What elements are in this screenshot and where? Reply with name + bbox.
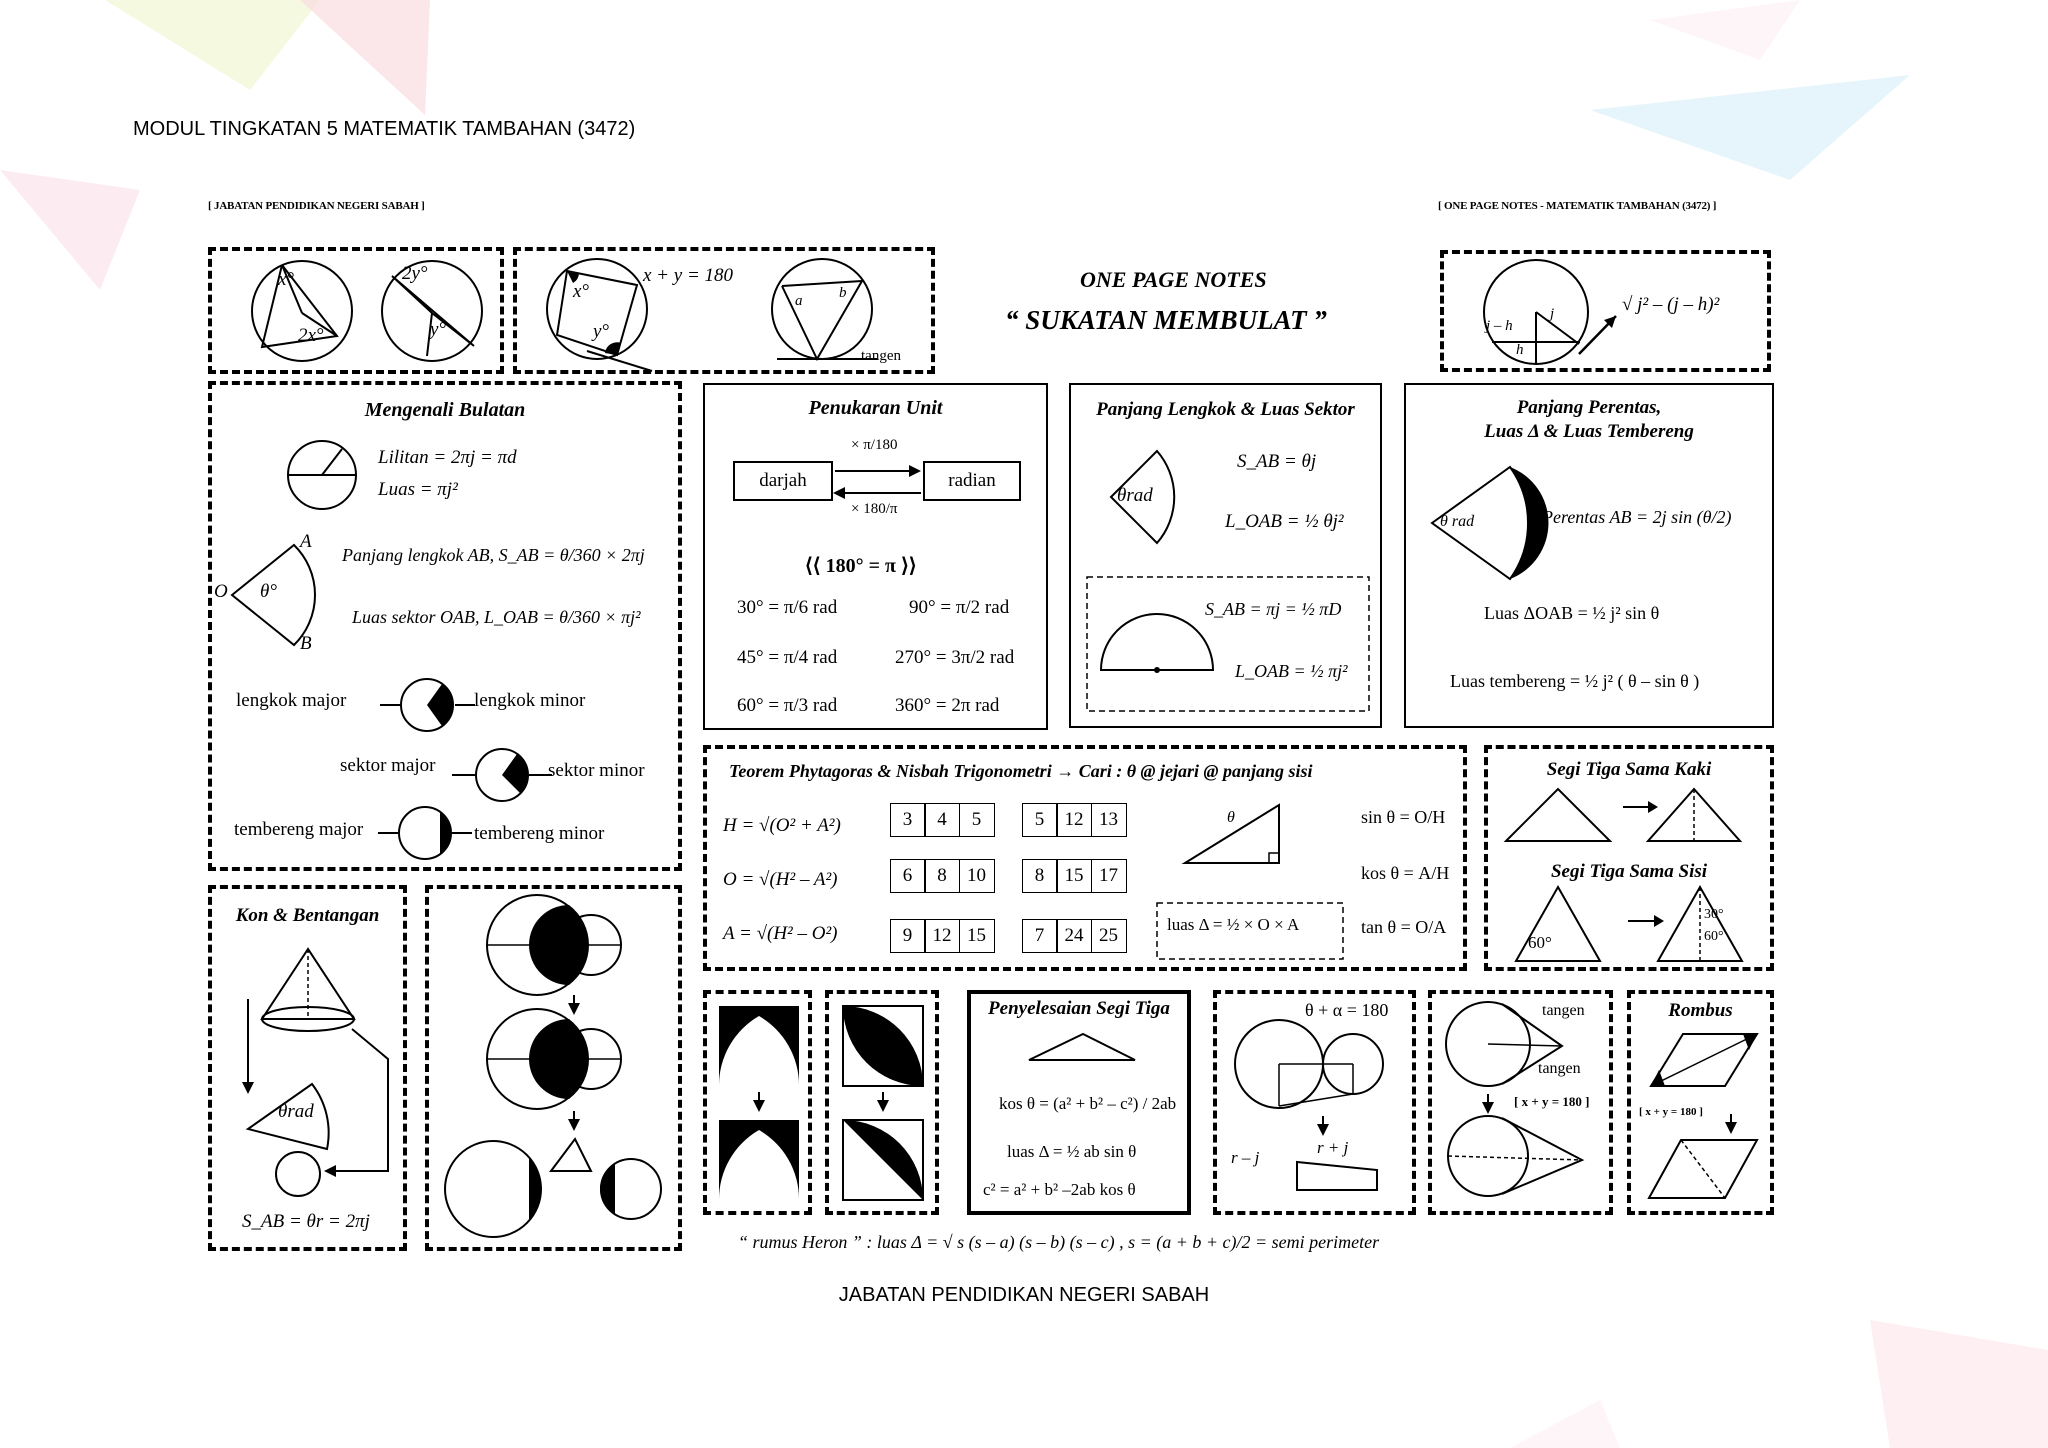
luas-tri-half: luas Δ = ½ × O × A bbox=[1167, 915, 1300, 934]
sheet-title-1: ONE PAGE NOTES bbox=[1080, 267, 1267, 292]
chord-pythag-box bbox=[1440, 250, 1771, 372]
kon-diagram bbox=[212, 889, 411, 1249]
sheet-title-2: “ SUKATAN MEMBULAT ” bbox=[1005, 305, 1327, 335]
B-label: B bbox=[300, 633, 312, 654]
penyelesaian-title: Penyelesaian Segi Tiga bbox=[988, 998, 1170, 1019]
perentas-theta-rad: θ rad bbox=[1440, 513, 1475, 530]
triple-9-12-15: 9 12 15 bbox=[891, 919, 995, 953]
tembereng-minor-label: tembereng minor bbox=[474, 823, 605, 844]
cq-x-label: x° bbox=[573, 281, 590, 302]
O-label: O bbox=[214, 581, 228, 602]
deg-60-label: 60° bbox=[1528, 933, 1552, 952]
square-segment-box-1 bbox=[703, 990, 812, 1215]
tangen-label-1: tangen bbox=[1542, 1002, 1585, 1019]
conversion-row-3a: 60° = π/3 rad bbox=[737, 695, 838, 716]
triple-6-8-10: 6 8 10 bbox=[891, 859, 995, 893]
two-y-deg-label: 2y° bbox=[402, 263, 428, 284]
darjah-box: darjah bbox=[733, 461, 833, 501]
square-segment-diagram-1 bbox=[707, 994, 812, 1214]
pc-j-label: j bbox=[1550, 306, 1555, 322]
tangen-label-2: tangen bbox=[1538, 1060, 1581, 1077]
tangent-circles-diagram bbox=[1217, 994, 1417, 1214]
penukaran-unit-box bbox=[703, 383, 1048, 730]
sama-sisi-title: Segi Tiga Sama Sisi bbox=[1550, 861, 1708, 882]
sektor-minor-label: sektor minor bbox=[548, 760, 645, 781]
document-header: MODUL TINGKATAN 5 MATEMATIK TAMBAHAN (3472) bbox=[133, 118, 636, 140]
perentas-title-1: Panjang Perentas, bbox=[1516, 397, 1662, 418]
heron-formula: “ rumus Heron ” : luas Δ = √ s (s – a) (s – b) (s – c) , s = (a + b + c)/2 = semi perimeter bbox=[738, 1232, 1380, 1252]
lengkok-major-label: lengkok major bbox=[236, 690, 347, 711]
triple-8-15-17: 8 15 17 bbox=[1023, 859, 1127, 893]
rombus-diagram bbox=[1631, 994, 1776, 1214]
perentas-box bbox=[1404, 383, 1774, 728]
perentas-formula: Perentas AB = 2j sin (θ/2) bbox=[1542, 507, 1732, 527]
kon-formula: S_AB = θr = 2πj bbox=[242, 1211, 370, 1232]
mengenali-title: Mengenali Bulatan bbox=[364, 399, 526, 421]
cosine-rule: c² = a² + b² –2ab kos θ bbox=[983, 1180, 1136, 1199]
perentas-title-2: Luas Δ & Luas Tembereng bbox=[1484, 421, 1694, 442]
pythagoras-title: Teorem Phytagoras & Nisbah Trigonometri → Cari : θ @ jejari @ panjang sisi bbox=[729, 761, 1313, 781]
kos-ratio: kos θ = A/H bbox=[1361, 863, 1450, 883]
conversion-key: ⟨⟨ 180° = π ⟩⟩ bbox=[805, 555, 917, 577]
sheet-tag-left: [ JABATAN PENDIDIKAN NEGERI SABAH ] bbox=[208, 200, 425, 212]
cq-y-label: y° bbox=[593, 321, 610, 342]
overlap-circles-diagram bbox=[429, 889, 686, 1255]
kos-rule: kos θ = (a² + b² – c²) / 2ab bbox=[999, 1094, 1177, 1113]
tangent-circles-box bbox=[1213, 990, 1416, 1215]
theta-deg-label: θ° bbox=[260, 581, 277, 602]
ls-l-formula: L_OAB = ½ θj² bbox=[1225, 511, 1344, 532]
to-deg-factor: × 180/π bbox=[851, 501, 898, 517]
tangen-box bbox=[1428, 990, 1613, 1215]
cyclic-quad-box bbox=[513, 247, 935, 374]
b-label: b bbox=[839, 285, 847, 301]
luas-sektor-formula: Luas sektor OAB, L_OAB = θ/360 × πj² bbox=[352, 607, 641, 627]
conversion-row-1a: 30° = π/6 rad bbox=[737, 597, 838, 618]
sheet-tag-right: [ ONE PAGE NOTES - MATEMATIK TAMBAHAN (3472) ] bbox=[1438, 200, 1717, 212]
conversion-row-2b: 270° = 3π/2 rad bbox=[895, 647, 1015, 668]
lengkok-sektor-title: Panjang Lengkok & Luas Sektor bbox=[1096, 399, 1355, 420]
pythagoras-box bbox=[703, 745, 1467, 971]
rombus-title: Rombus bbox=[1668, 1000, 1733, 1021]
pc-h-label: h bbox=[1516, 342, 1524, 358]
kon-theta-rad: θrad bbox=[278, 1101, 314, 1122]
cyclic-equation: x + y = 180 bbox=[643, 265, 734, 286]
tan-ratio: tan θ = O/A bbox=[1361, 917, 1447, 937]
ls-s-formula: S_AB = θj bbox=[1237, 451, 1317, 472]
formula-A: A = √(H² – O²) bbox=[723, 923, 838, 944]
kon-bentangan-box bbox=[208, 885, 407, 1251]
theta-alpha-eq: θ + α = 180 bbox=[1305, 1000, 1389, 1020]
sektor-major-label: sektor major bbox=[340, 755, 436, 776]
triple-7-24-25: 7 24 25 bbox=[1023, 919, 1127, 953]
overlap-circles-box bbox=[425, 885, 682, 1251]
triple-3-4-5: 3 4 5 bbox=[891, 803, 995, 837]
luas-formula: Luas = πj² bbox=[378, 479, 458, 500]
radian-box: radian bbox=[923, 461, 1021, 501]
right-triangle-diagram bbox=[707, 749, 1467, 969]
formula-O: O = √(H² – A²) bbox=[723, 869, 838, 890]
tri-theta: θ bbox=[1227, 809, 1235, 826]
r-plus-j: r + j bbox=[1317, 1138, 1349, 1157]
pc-formula: √ j² – (j – h)² bbox=[1622, 294, 1720, 315]
r-minus-j: r – j bbox=[1231, 1148, 1260, 1167]
document-footer: JABATAN PENDIDIKAN NEGERI SABAH bbox=[838, 1284, 1210, 1306]
y-deg-label: y° bbox=[430, 319, 447, 340]
sin-ratio: sin θ = O/H bbox=[1361, 807, 1446, 827]
tembereng-major-label: tembereng major bbox=[234, 819, 364, 840]
luas-rule: luas Δ = ½ ab sin θ bbox=[1007, 1142, 1137, 1161]
penyelesaian-box bbox=[967, 990, 1191, 1215]
a-label: a bbox=[795, 293, 803, 309]
ls-l-semi: L_OAB = ½ πj² bbox=[1235, 661, 1348, 681]
deg-60b-label: 60° bbox=[1704, 929, 1724, 944]
to-rad-factor: × π/180 bbox=[851, 437, 898, 453]
luas-tri-formula: Luas ΔOAB = ½ j² sin θ bbox=[1484, 603, 1660, 623]
square-segment-box-2 bbox=[825, 990, 939, 1215]
conversion-row-1b: 90° = π/2 rad bbox=[909, 597, 1010, 618]
triple-5-12-13: 5 12 13 bbox=[1023, 803, 1127, 837]
ls-s-semi: S_AB = πj = ½ πD bbox=[1205, 599, 1342, 619]
deg-30-label: 30° bbox=[1704, 907, 1724, 922]
conversion-row-3b: 360° = 2π rad bbox=[895, 695, 1000, 716]
square-segment-diagram-2 bbox=[829, 994, 939, 1214]
x-deg-label: x° bbox=[278, 269, 295, 290]
lilitan-formula: Lilitan = 2πj = πd bbox=[378, 447, 517, 468]
j-minus-h-label: j – h bbox=[1486, 318, 1513, 334]
sama-kaki-title: Segi Tiga Sama Kaki bbox=[1546, 759, 1712, 780]
formula-H: H = √(O² + A²) bbox=[723, 815, 841, 836]
inscribed-angle-box bbox=[208, 247, 504, 374]
ls-theta-rad: θrad bbox=[1117, 485, 1153, 506]
chord-pythag-diagram bbox=[1444, 254, 1774, 374]
two-x-deg-label: 2x° bbox=[298, 325, 324, 346]
tembereng-formula: Luas tembereng = ½ j² ( θ – sin θ ) bbox=[1450, 671, 1700, 691]
lengkok-sektor-box bbox=[1069, 383, 1382, 728]
rombus-eq: [ x + y = 180 ] bbox=[1639, 1106, 1703, 1118]
kon-title: Kon & Bentangan bbox=[235, 905, 380, 926]
A-label: A bbox=[300, 531, 312, 552]
tangen-label: tangen bbox=[861, 348, 901, 364]
lengkok-minor-label: lengkok minor bbox=[474, 690, 586, 711]
inscribed-angle-diagram bbox=[212, 251, 502, 371]
tangen-eq: [ x + y = 180 ] bbox=[1514, 1094, 1590, 1109]
penukaran-title: Penukaran Unit bbox=[808, 397, 943, 419]
panjang-lengkok-formula: Panjang lengkok AB, S_AB = θ/360 × 2πj bbox=[342, 545, 645, 565]
mengenali-bulatan-box bbox=[208, 381, 682, 871]
segitiga-box bbox=[1484, 745, 1774, 971]
rombus-box bbox=[1627, 990, 1774, 1215]
conversion-row-2a: 45° = π/4 rad bbox=[737, 647, 838, 668]
